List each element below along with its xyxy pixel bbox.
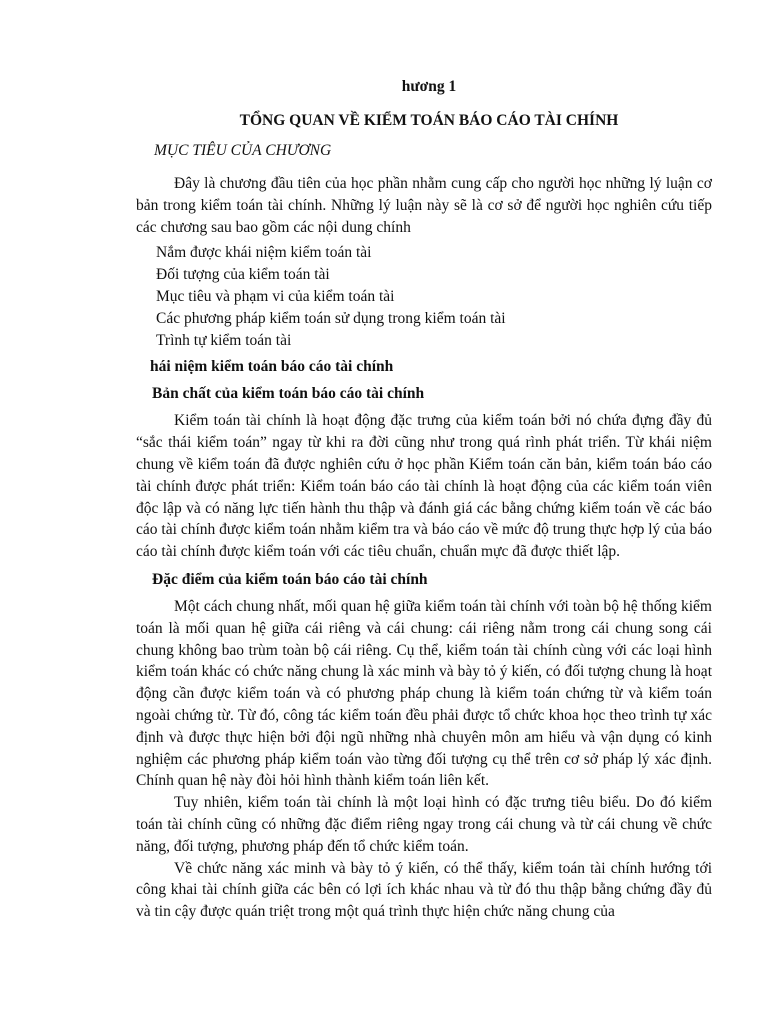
chapter-title: TỔNG QUAN VỀ KIỂM TOÁN BÁO CÁO TÀI CHÍNH (239, 112, 619, 129)
goals-list (136, 242, 712, 352)
nature-paragraph: Kiểm toán tài chính là hoạt động đặc trưng của kiểm toán bởi nó chứa đựng đầy đủ “sắc thái kiểm toán” ngay từ khi ra đời cũng như trong quá rình phát triển. Từ khái niệm chung về kiểm toán đã được nghiên cứu ở học phần Kiểm toán căn bản, kiểm toán báo cáo tài chính được phát triển: Kiểm toán báo cáo tài chính là hoạt động của các kiểm toán viên độc lập và có năng lực tiến hành thu thập và đánh giá các bằng chứng kiểm toán về các báo cáo tài chính được kiểm toán nhằm kiểm tra và báo cáo về mức độ trung thực hợp lý của báo cáo tài chính được kiểm toán với các tiêu chuẩn, chuẩn mực đã được thiết lập. (136, 412, 712, 561)
document-page (136, 78, 712, 923)
section-heading: hái niệm kiểm toán báo cáo tài chính (150, 358, 394, 376)
characteristics-paragraph-1: Một cách chung nhất, mối quan hệ giữa kiểm toán tài chính với toàn bộ hệ thống kiểm toán là mối quan hệ giữa cái riêng và cái chung: cái riêng nằm trong cái chung song cái chung không bao trùm toàn bộ cái riêng. Cụ thể, kiểm toán tài chính cùng với các loại hình kiểm toán khác có chức năng chung là xác minh và bày tỏ ý kiến, có đối tượng chung là hoạt động cần được kiểm toán và có phương pháp chung là kiểm toán chứng từ và kiểm toán ngoài chứng từ. Từ đó, công tác kiểm toán đều phải được tổ chức khoa học theo trình tự xác định và được thực hiện bởi đội ngũ những nhà chuyên môn am hiểu và vận dụng có kinh nghiệm các phương pháp kiểm toán vào từng đối tượng cụ thể trên cơ sở pháp lý xác định. Chính quan hệ này đòi hỏi hình thành kiểm toán liên kết. (136, 597, 712, 790)
goal-item: Đối tượng của kiểm toán tài (156, 266, 330, 284)
objective-heading: MỤC TIÊU CỦA CHƯƠNG (154, 142, 332, 159)
goal-item: Các phương pháp kiểm toán sử dụng trong kiểm toán tài (156, 310, 506, 328)
subsection-heading-nature: Bản chất của kiểm toán báo cáo tài chính (152, 385, 425, 403)
intro-paragraph: Đây là chương đầu tiên của học phần nhằm cung cấp cho người học những lý luận cơ bản trong kiểm toán tài chính. Những lý luận này sẽ là cơ sở để người học nghiên cứu tiếp các chương sau bao gồm các nội dung chính (136, 175, 712, 236)
goal-item: Mục tiêu và phạm vi của kiểm toán tài (156, 288, 395, 306)
characteristics-paragraph-2: Tuy nhiên, kiểm toán tài chính là một loại hình có đặc trưng tiêu biểu. Do đó kiểm toán tài chính cũng có những đặc điểm riêng ngay trong cái chung và từ cái chung về chức năng, đối tượng, phương pháp đến tổ chức kiểm toán. (136, 794, 712, 855)
goal-item: Nắm được khái niệm kiểm toán tài (156, 244, 372, 262)
subsection-heading-characteristics: Đặc điểm của kiểm toán báo cáo tài chính (152, 570, 428, 588)
chapter-label: hương 1 (401, 78, 457, 95)
characteristics-paragraph-3: Về chức năng xác minh và bày tỏ ý kiến, có thể thấy, kiểm toán tài chính hướng tới công khai tài chính giữa các bên có lợi ích khác nhau và từ đó thu thập bằng chứng đầy đủ và tin cậy được quán triệt trong một quá trình thực hiện chức năng chung của (136, 859, 712, 921)
goal-item: Trình tự kiểm toán tài (156, 332, 292, 350)
